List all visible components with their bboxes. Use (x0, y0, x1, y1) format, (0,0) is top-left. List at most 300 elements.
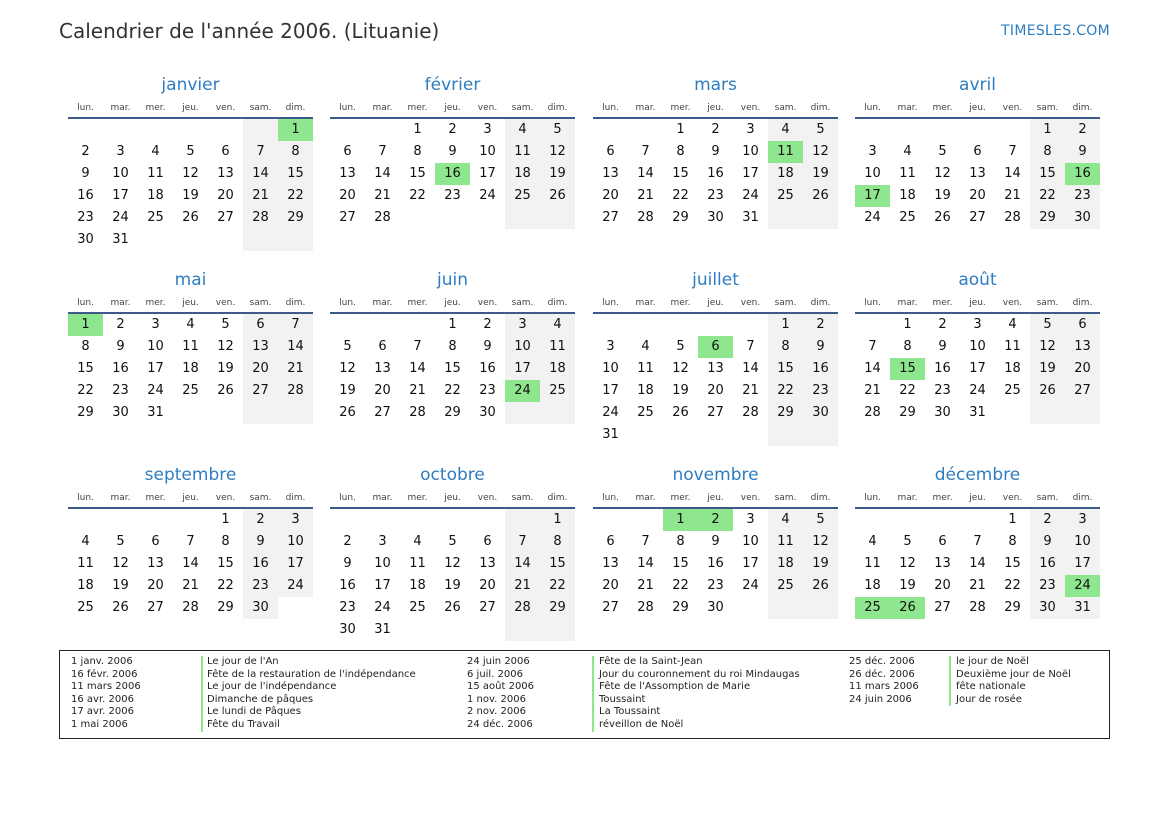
day-cell: 12 (899, 556, 916, 571)
day-cell: 3 (606, 339, 615, 354)
day-cell: 22 (217, 578, 234, 593)
day-grid (68, 119, 313, 251)
weekday-label: lun. (602, 103, 619, 113)
empty-day-cell (855, 314, 890, 336)
day-cell: 6 (1065, 314, 1100, 336)
weekday-label: jeu. (182, 103, 199, 113)
day-grid (855, 509, 1100, 619)
weekday-label: mar. (372, 493, 393, 503)
day-cell: 12 (540, 141, 575, 163)
weekday-label: mar. (635, 298, 656, 308)
weekday-header (593, 97, 838, 119)
day-cell: 23 (1030, 575, 1065, 597)
legend-dates-column (849, 656, 919, 706)
day-cell: 12 (1030, 336, 1065, 358)
empty-day-cell (138, 119, 173, 141)
day-cell: 13 (1065, 336, 1100, 358)
day-cell: 3 (1065, 509, 1100, 531)
weekday-label: mer. (407, 493, 428, 503)
day-cell: 17 (602, 383, 619, 398)
day-cell: 26 (217, 383, 234, 398)
day-cell: 4 (151, 144, 160, 159)
day-cell: 1 (540, 509, 575, 531)
empty-day-cell (400, 509, 435, 531)
empty-day-cell (505, 207, 540, 229)
empty-day-cell (628, 424, 663, 446)
day-cell: 24 (479, 188, 496, 203)
day-cell: 7 (278, 314, 313, 336)
day-cell: 3 (378, 534, 387, 549)
day-cell: 23 (934, 383, 951, 398)
empty-day-cell (540, 619, 575, 641)
day-cell: 8 (1008, 534, 1017, 549)
day-cell: 24 (147, 383, 164, 398)
day-cell: 28 (278, 380, 313, 402)
day-cell: 27 (602, 210, 619, 225)
day-cell: 20 (602, 578, 619, 593)
day-cell: 30 (112, 405, 129, 420)
empty-day-cell (470, 509, 505, 531)
weekday-label: jeu. (707, 298, 724, 308)
legend-holiday-name: Toussaint (599, 693, 646, 705)
day-cell: 20 (217, 188, 234, 203)
day-cell: 8 (81, 339, 90, 354)
day-cell: 18 (637, 383, 654, 398)
day-cell: 25 (182, 383, 199, 398)
empty-day-cell (365, 314, 400, 336)
day-cell: 19 (540, 163, 575, 185)
day-cell: 12 (444, 556, 461, 571)
weekday-label: sam. (1036, 493, 1059, 503)
holiday-day-cell: 6 (698, 336, 733, 358)
weekday-label: dim. (1072, 298, 1093, 308)
day-cell: 21 (637, 578, 654, 593)
empty-day-cell (243, 229, 278, 251)
empty-day-cell (803, 597, 838, 619)
day-cell: 4 (1008, 317, 1017, 332)
day-cell: 10 (112, 166, 129, 181)
day-cell: 2 (1030, 509, 1065, 531)
weekday-label: mer. (145, 103, 166, 113)
day-cell: 24 (602, 405, 619, 420)
day-cell: 17 (147, 361, 164, 376)
day-cell: 9 (483, 339, 492, 354)
day-cell: 14 (1004, 166, 1021, 181)
weekday-label: mar. (110, 493, 131, 503)
empty-day-cell (960, 119, 995, 141)
day-cell: 8 (221, 534, 230, 549)
weekday-label: dim. (1072, 103, 1093, 113)
day-cell: 16 (934, 361, 951, 376)
page-title: Calendrier de l'année 2006. (Lituanie) (59, 19, 440, 43)
legend-date: 25 déc. 2006 (849, 656, 915, 667)
empty-day-cell (278, 597, 313, 619)
day-cell: 25 (768, 575, 803, 597)
day-cell: 21 (409, 383, 426, 398)
day-cell: 31 (374, 622, 391, 637)
empty-day-cell (628, 314, 663, 336)
day-cell: 17 (742, 166, 759, 181)
weekday-label: mer. (407, 298, 428, 308)
empty-day-cell (68, 509, 103, 531)
day-cell: 22 (540, 575, 575, 597)
day-cell: 21 (374, 188, 391, 203)
day-cell: 26 (803, 185, 838, 207)
empty-day-cell (208, 402, 243, 424)
empty-day-cell (103, 509, 138, 531)
day-cell: 13 (602, 166, 619, 181)
day-cell: 19 (803, 553, 838, 575)
day-cell: 4 (186, 317, 195, 332)
day-cell: 15 (217, 556, 234, 571)
weekday-label: sam. (511, 298, 534, 308)
month-9 (68, 464, 313, 619)
empty-day-cell (733, 597, 768, 619)
day-cell: 2 (711, 122, 720, 137)
legend-holiday-name: Le jour de l'indépendance (207, 681, 337, 693)
day-cell: 5 (1030, 314, 1065, 336)
holiday-day-cell: 15 (890, 358, 925, 380)
empty-day-cell (138, 509, 173, 531)
day-cell: 30 (934, 405, 951, 420)
day-cell: 27 (1065, 380, 1100, 402)
weekday-label: sam. (774, 103, 797, 113)
empty-day-cell (505, 402, 540, 424)
day-cell: 17 (374, 578, 391, 593)
day-cell: 24 (278, 575, 313, 597)
day-cell: 20 (147, 578, 164, 593)
day-cell: 19 (672, 383, 689, 398)
day-cell: 1 (448, 317, 457, 332)
month-name: décembre (934, 465, 1021, 485)
month-4 (855, 74, 1100, 229)
holiday-legend (59, 650, 1110, 739)
day-cell: 11 (505, 141, 540, 163)
legend-date: 11 mars 2006 (71, 681, 141, 693)
day-cell: 22 (672, 188, 689, 203)
day-cell: 24 (969, 383, 986, 398)
empty-day-cell (278, 402, 313, 424)
day-cell: 18 (864, 578, 881, 593)
weekday-label: ven. (740, 298, 761, 308)
day-cell: 28 (742, 405, 759, 420)
legend-dates-column (467, 656, 534, 732)
day-cell: 12 (672, 361, 689, 376)
day-cell: 31 (969, 405, 986, 420)
day-cell: 7 (641, 144, 650, 159)
day-cell: 29 (217, 600, 234, 615)
day-cell: 9 (711, 534, 720, 549)
empty-day-cell (925, 119, 960, 141)
empty-day-cell (663, 424, 698, 446)
day-grid (855, 314, 1100, 424)
day-cell: 17 (505, 358, 540, 380)
empty-day-cell (400, 207, 435, 229)
weekday-header (68, 97, 313, 119)
day-cell: 27 (707, 405, 724, 420)
day-cell: 8 (413, 144, 422, 159)
legend-date: 24 déc. 2006 (467, 718, 533, 730)
weekday-label: sam. (249, 103, 272, 113)
day-cell: 4 (540, 314, 575, 336)
day-cell: 18 (540, 358, 575, 380)
legend-holiday-name: réveillon de Noël (599, 718, 684, 730)
day-cell: 15 (672, 556, 689, 571)
month-10 (330, 464, 575, 641)
day-cell: 27 (602, 600, 619, 615)
day-cell: 31 (742, 210, 759, 225)
day-cell: 25 (637, 405, 654, 420)
day-cell: 24 (742, 188, 759, 203)
day-cell: 27 (147, 600, 164, 615)
day-cell: 1 (221, 512, 230, 527)
day-cell: 28 (374, 210, 391, 225)
day-cell: 14 (182, 556, 199, 571)
weekday-label: jeu. (444, 298, 461, 308)
month-name: juillet (692, 270, 739, 290)
empty-day-cell (435, 207, 470, 229)
legend-names-column (956, 656, 1071, 706)
day-cell: 20 (374, 383, 391, 398)
legend-marker (592, 656, 594, 732)
day-cell: 9 (81, 166, 90, 181)
day-cell: 23 (339, 600, 356, 615)
weekday-label: ven. (215, 298, 236, 308)
day-cell: 11 (768, 531, 803, 553)
day-cell: 7 (505, 531, 540, 553)
holiday-day-cell: 16 (1065, 163, 1100, 185)
day-cell: 29 (672, 600, 689, 615)
day-cell: 13 (217, 166, 234, 181)
day-cell: 28 (182, 600, 199, 615)
day-cell: 16 (479, 361, 496, 376)
site-link[interactable]: TIMESLES.COM (1001, 23, 1110, 39)
empty-day-cell (733, 424, 768, 446)
legend-date: 16 avr. 2006 (71, 693, 134, 705)
weekday-header (330, 292, 575, 314)
legend-holiday-name: Jour de rosée (956, 693, 1022, 705)
day-cell: 5 (938, 144, 947, 159)
day-cell: 10 (969, 339, 986, 354)
day-cell: 18 (899, 188, 916, 203)
day-cell: 19 (217, 361, 234, 376)
day-cell: 17 (742, 556, 759, 571)
empty-day-cell (995, 119, 1030, 141)
day-cell: 3 (278, 509, 313, 531)
weekday-label: mar. (110, 103, 131, 113)
day-cell: 29 (899, 405, 916, 420)
day-cell: 6 (221, 144, 230, 159)
weekday-label: ven. (1002, 298, 1023, 308)
day-cell: 18 (768, 553, 803, 575)
day-cell: 8 (540, 531, 575, 553)
weekday-label: mer. (145, 493, 166, 503)
day-cell: 8 (903, 339, 912, 354)
empty-day-cell (698, 424, 733, 446)
day-cell: 1 (1008, 512, 1017, 527)
legend-holiday-name: Fête du Travail (207, 718, 280, 730)
weekday-label: lun. (339, 103, 356, 113)
day-cell: 16 (112, 361, 129, 376)
day-cell: 25 (409, 600, 426, 615)
month-name: juin (437, 270, 468, 290)
empty-day-cell (698, 314, 733, 336)
day-cell: 7 (868, 339, 877, 354)
weekday-label: jeu. (182, 493, 199, 503)
day-cell: 6 (483, 534, 492, 549)
day-cell: 28 (969, 600, 986, 615)
day-cell: 11 (182, 339, 199, 354)
weekday-header (330, 487, 575, 509)
day-cell: 20 (243, 358, 278, 380)
day-cell: 16 (1030, 553, 1065, 575)
empty-day-cell (768, 597, 803, 619)
day-cell: 18 (505, 163, 540, 185)
day-cell: 31 (1065, 597, 1100, 619)
day-cell: 14 (374, 166, 391, 181)
day-cell: 30 (1030, 597, 1065, 619)
day-cell: 10 (479, 144, 496, 159)
day-cell: 11 (147, 166, 164, 181)
weekday-label: jeu. (707, 103, 724, 113)
day-cell: 9 (1065, 141, 1100, 163)
day-cell: 18 (1004, 361, 1021, 376)
empty-day-cell (803, 207, 838, 229)
legend-holiday-name: fête nationale (956, 681, 1026, 693)
day-cell: 18 (768, 163, 803, 185)
weekday-header (855, 97, 1100, 119)
legend-date: 24 juin 2006 (467, 656, 530, 667)
weekday-label: dim. (810, 103, 831, 113)
day-cell: 10 (742, 144, 759, 159)
weekday-label: ven. (740, 493, 761, 503)
empty-day-cell (68, 119, 103, 141)
month-name: septembre (144, 465, 237, 485)
day-cell: 19 (1030, 358, 1065, 380)
day-cell: 22 (1030, 185, 1065, 207)
weekday-label: sam. (249, 298, 272, 308)
day-cell: 9 (803, 336, 838, 358)
day-cell: 6 (243, 314, 278, 336)
day-cell: 4 (903, 144, 912, 159)
day-cell: 6 (938, 534, 947, 549)
day-cell: 6 (973, 144, 982, 159)
legend-marker (949, 656, 951, 706)
day-cell: 14 (278, 336, 313, 358)
weekday-label: lun. (77, 103, 94, 113)
day-cell: 24 (864, 210, 881, 225)
day-cell: 29 (768, 402, 803, 424)
day-cell: 17 (1065, 553, 1100, 575)
day-cell: 1 (1030, 119, 1065, 141)
day-cell: 14 (969, 556, 986, 571)
weekday-label: jeu. (969, 493, 986, 503)
day-cell: 22 (1004, 578, 1021, 593)
day-cell: 28 (243, 207, 278, 229)
day-cell: 10 (374, 556, 391, 571)
empty-day-cell (278, 229, 313, 251)
weekday-label: mar. (372, 103, 393, 113)
day-cell: 10 (864, 166, 881, 181)
day-cell: 19 (934, 188, 951, 203)
day-cell: 14 (409, 361, 426, 376)
day-cell: 14 (505, 553, 540, 575)
day-cell: 30 (1065, 207, 1100, 229)
day-cell: 30 (803, 402, 838, 424)
day-cell: 13 (243, 336, 278, 358)
empty-day-cell (330, 509, 365, 531)
day-grid (330, 119, 575, 229)
weekday-label: mar. (635, 103, 656, 113)
holiday-day-cell: 24 (1065, 575, 1100, 597)
day-cell: 13 (602, 556, 619, 571)
day-cell: 12 (339, 361, 356, 376)
day-cell: 20 (934, 578, 951, 593)
day-cell: 7 (186, 534, 195, 549)
day-cell: 16 (243, 553, 278, 575)
weekday-label: sam. (774, 493, 797, 503)
day-cell: 16 (707, 166, 724, 181)
month-1 (68, 74, 313, 251)
day-cell: 10 (1065, 531, 1100, 553)
day-cell: 23 (77, 210, 94, 225)
empty-day-cell (663, 314, 698, 336)
day-cell: 16 (803, 358, 838, 380)
day-cell: 29 (540, 597, 575, 619)
weekday-header (68, 292, 313, 314)
day-cell: 26 (182, 210, 199, 225)
legend-date: 1 mai 2006 (71, 718, 128, 730)
month-name: novembre (672, 465, 759, 485)
day-cell: 16 (77, 188, 94, 203)
day-cell: 9 (1030, 531, 1065, 553)
empty-day-cell (330, 119, 365, 141)
day-cell: 30 (339, 622, 356, 637)
holiday-day-cell: 2 (698, 509, 733, 531)
weekday-label: ven. (215, 103, 236, 113)
holiday-day-cell: 1 (663, 509, 698, 531)
empty-day-cell (138, 229, 173, 251)
day-cell: 3 (746, 512, 755, 527)
empty-day-cell (1030, 402, 1065, 424)
legend-date: 11 mars 2006 (849, 681, 919, 693)
day-cell: 28 (637, 600, 654, 615)
day-cell: 10 (278, 531, 313, 553)
weekday-label: mar. (372, 298, 393, 308)
day-cell: 9 (448, 144, 457, 159)
day-cell: 13 (479, 556, 496, 571)
empty-day-cell (505, 509, 540, 531)
holiday-day-cell: 1 (68, 314, 103, 336)
day-cell: 25 (505, 185, 540, 207)
weekday-label: sam. (249, 493, 272, 503)
empty-day-cell (243, 402, 278, 424)
day-cell: 10 (147, 339, 164, 354)
day-cell: 23 (1065, 185, 1100, 207)
day-cell: 26 (444, 600, 461, 615)
holiday-day-cell: 16 (435, 163, 470, 185)
legend-dates-column (71, 656, 141, 732)
day-grid (593, 509, 838, 619)
month-2 (330, 74, 575, 229)
day-cell: 9 (938, 339, 947, 354)
day-cell: 1 (768, 314, 803, 336)
weekday-header (855, 292, 1100, 314)
month-3 (593, 74, 838, 229)
weekday-label: lun. (864, 493, 881, 503)
day-cell: 21 (864, 383, 881, 398)
day-cell: 10 (505, 336, 540, 358)
